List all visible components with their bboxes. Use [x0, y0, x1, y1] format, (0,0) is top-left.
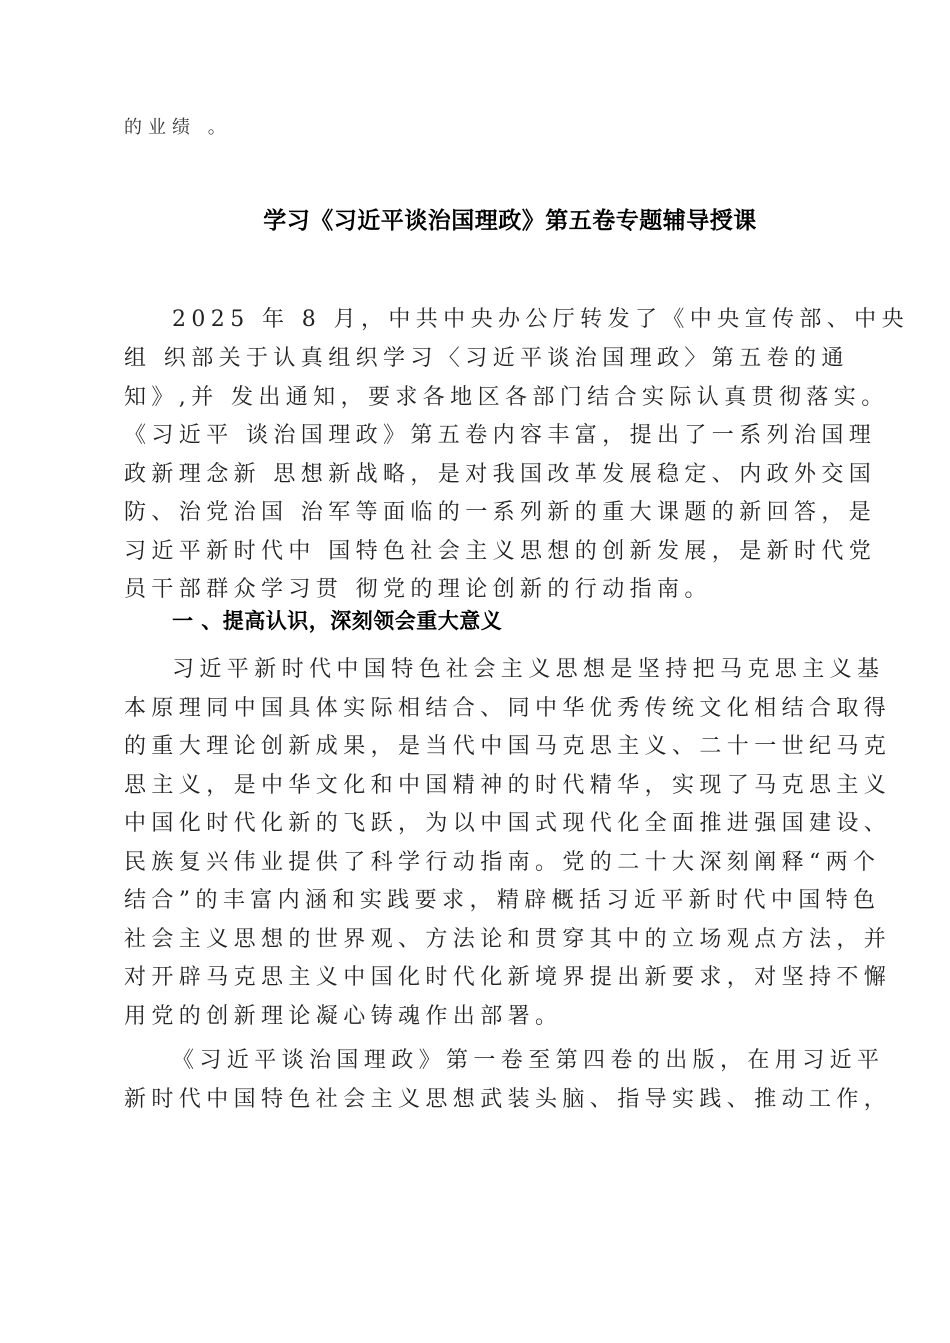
paragraph-line: 社会主义思想的世界观、方法论和贯穿其中的立场观点方法，并 [124, 927, 892, 952]
paragraph-line: 新时代中国特色社会主义思想武装头脑、指导实践、推动工作， [124, 1087, 892, 1112]
paragraph-line: 思主义，是中华文化和中国精神的时代精华，实现了马克思主义 [124, 773, 892, 798]
paragraph-line: 组 织部关于认真组织学习〈习近平谈治国理政〉第五卷的通 [124, 346, 849, 371]
paragraph-line: 员干部群众学习贯 彻党的理论创新的行动指南。 [124, 577, 712, 602]
paragraph-line: 习近平新时代中 国特色社会主义思想的创新发展，是新时代党 [124, 539, 877, 564]
paragraph-line: 防、治党治国 治军等面临的一系列新的重大课题的新回答，是 [124, 500, 877, 525]
carry-over-text: 的业绩 。 [124, 117, 232, 138]
paragraph-line: 用党的创新理论凝心铸魂作出部署。 [124, 1004, 563, 1029]
paragraph-line: 政新理念新 思想新战略，是对我国改革发展稳定、内政外交国 [124, 462, 877, 487]
paragraph-line: 2025 年 8 月，中共中央办公厅转发了《中央宣传部、中央 [172, 307, 909, 332]
paragraph-line: 中国化时代化新的飞跃，为以中国式现代化全面推进强国建设、 [124, 811, 892, 836]
paragraph-line: 本原理同中国具体实际相结合、同中华优秀传统文化相结合取得 [124, 696, 892, 721]
document-title: 学习《习近平谈治国理政》第五卷专题辅导授课 [263, 208, 757, 234]
section-heading: 一 、提高认识，深刻领会重大意义 [172, 609, 503, 633]
paragraph-line: 结合”的丰富内涵和实践要求，精辟概括习近平新时代中国特色 [124, 888, 881, 913]
paragraph-line: 的重大理论创新成果，是当代中国马克思主义、二十一世纪马克 [124, 734, 892, 759]
paragraph-line: 知》,并 发出通知，要求各地区各部门结合实际认真贯彻落实。 [124, 385, 889, 410]
paragraph-line: 《习近平 谈治国理政》第五卷内容丰富，提出了一系列治国理 [124, 423, 877, 448]
paragraph-line: 习近平新时代中国特色社会主义思想是坚持把马克思主义基 [172, 657, 885, 682]
paragraph-line: 对开辟马克思主义中国化时代化新境界提出新要求，对坚持不懈 [124, 965, 892, 990]
paragraph-line: 《习近平谈治国理政》第一卷至第四卷的出版，在用习近平 [172, 1048, 885, 1073]
paragraph-line: 民族复兴伟业提供了科学行动指南。党的二十大深刻阐释“两个 [124, 850, 881, 875]
